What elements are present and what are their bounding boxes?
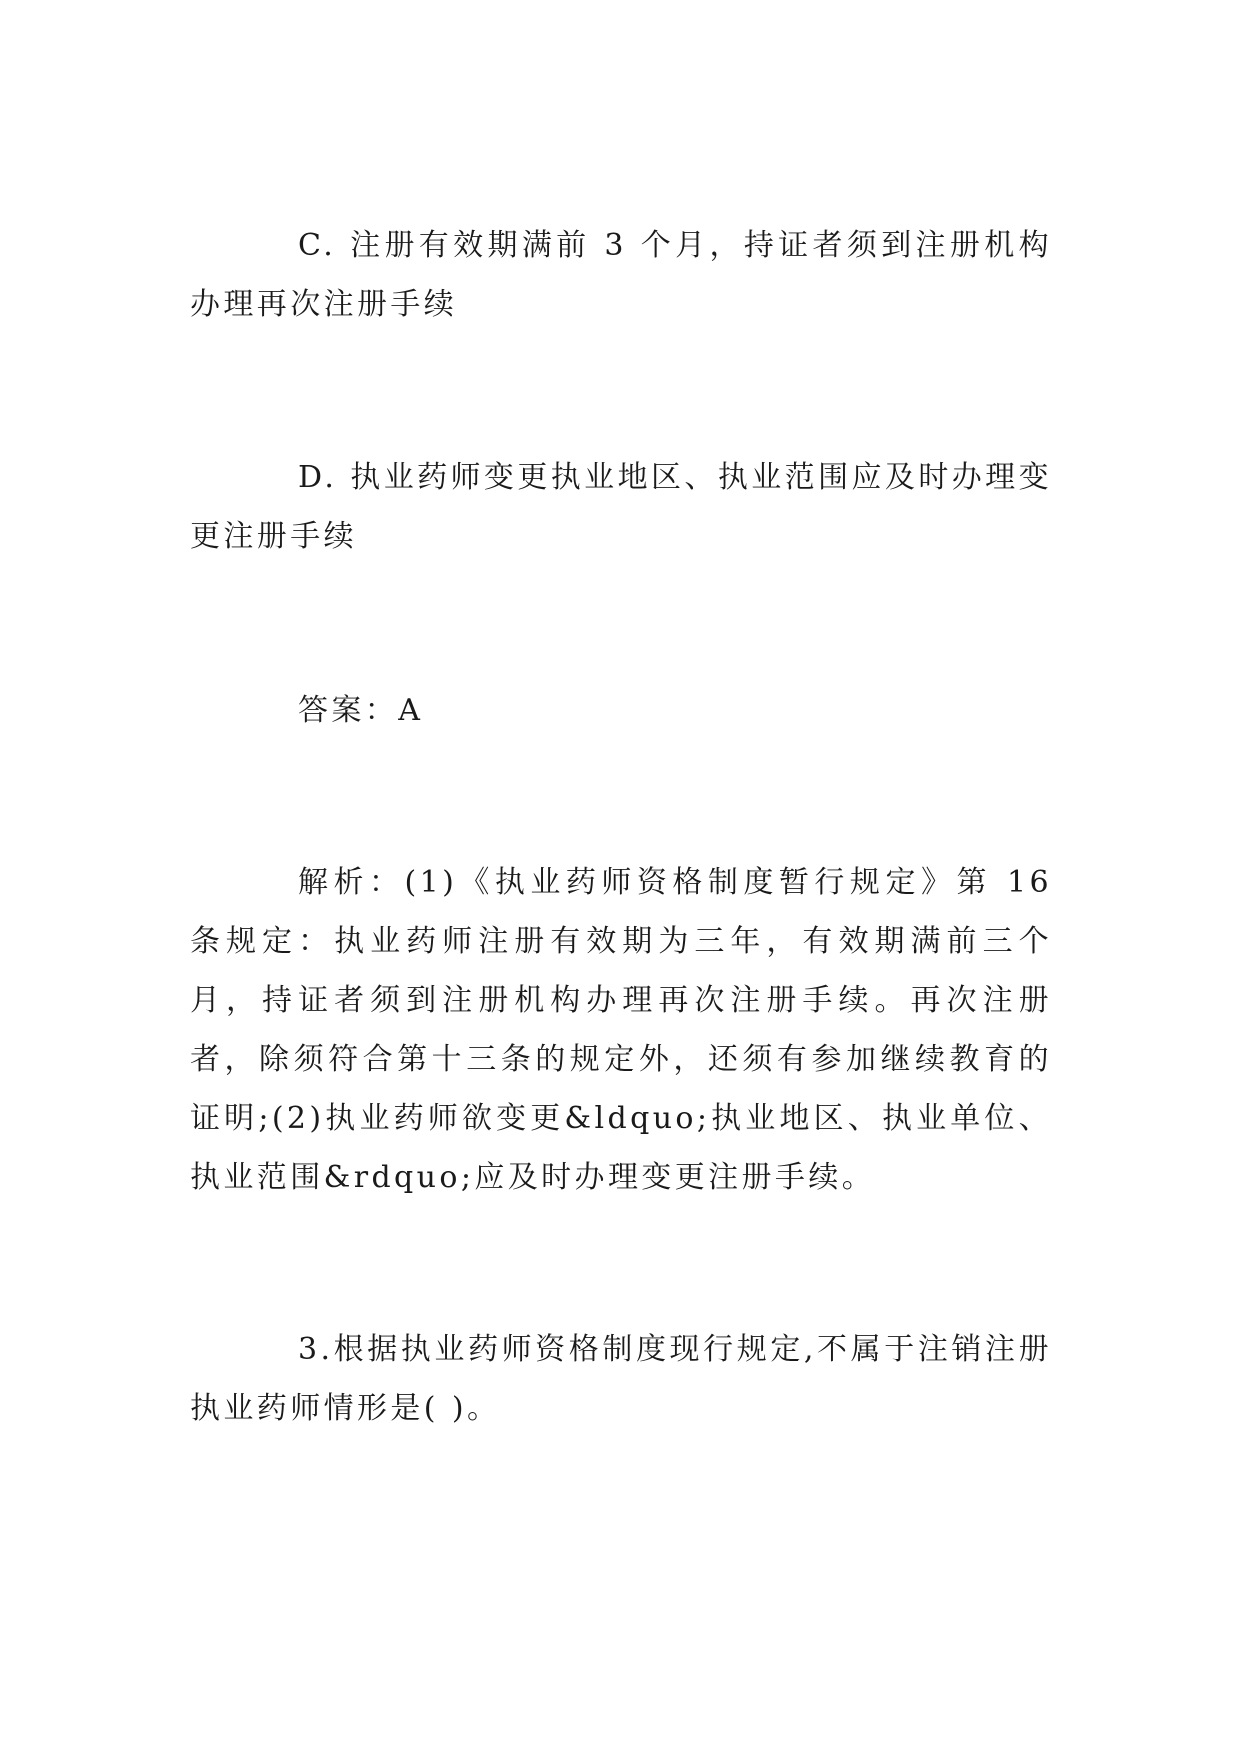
- analysis-paragraph: 解析：(1)《执业药师资格制度暂行规定》第 16 条规定：执业药师注册有效期为三年，有效期满前三个月，持证者须到注册机构办理再次注册手续。再次注册者，除须符合第十三条的规定外，还须有参加继续教育的证明;(2)执业药师欲变更&ldquo;执业地区、执业单位、执业范围&rdquo;应及时办理变更注册手续。: [190, 865, 1052, 1195]
- question-3-paragraph: 3.根据执业药师资格制度现行规定,不属于注销注册执业药师情形是( )。: [190, 1332, 1052, 1426]
- answer-paragraph: 答案：A: [298, 693, 424, 728]
- option-c-paragraph: C. 注册有效期满前 3 个月，持证者须到注册机构办理再次注册手续: [190, 228, 1052, 322]
- option-d-paragraph: D. 执业药师变更执业地区、执业范围应及时办理变更注册手续: [190, 460, 1052, 554]
